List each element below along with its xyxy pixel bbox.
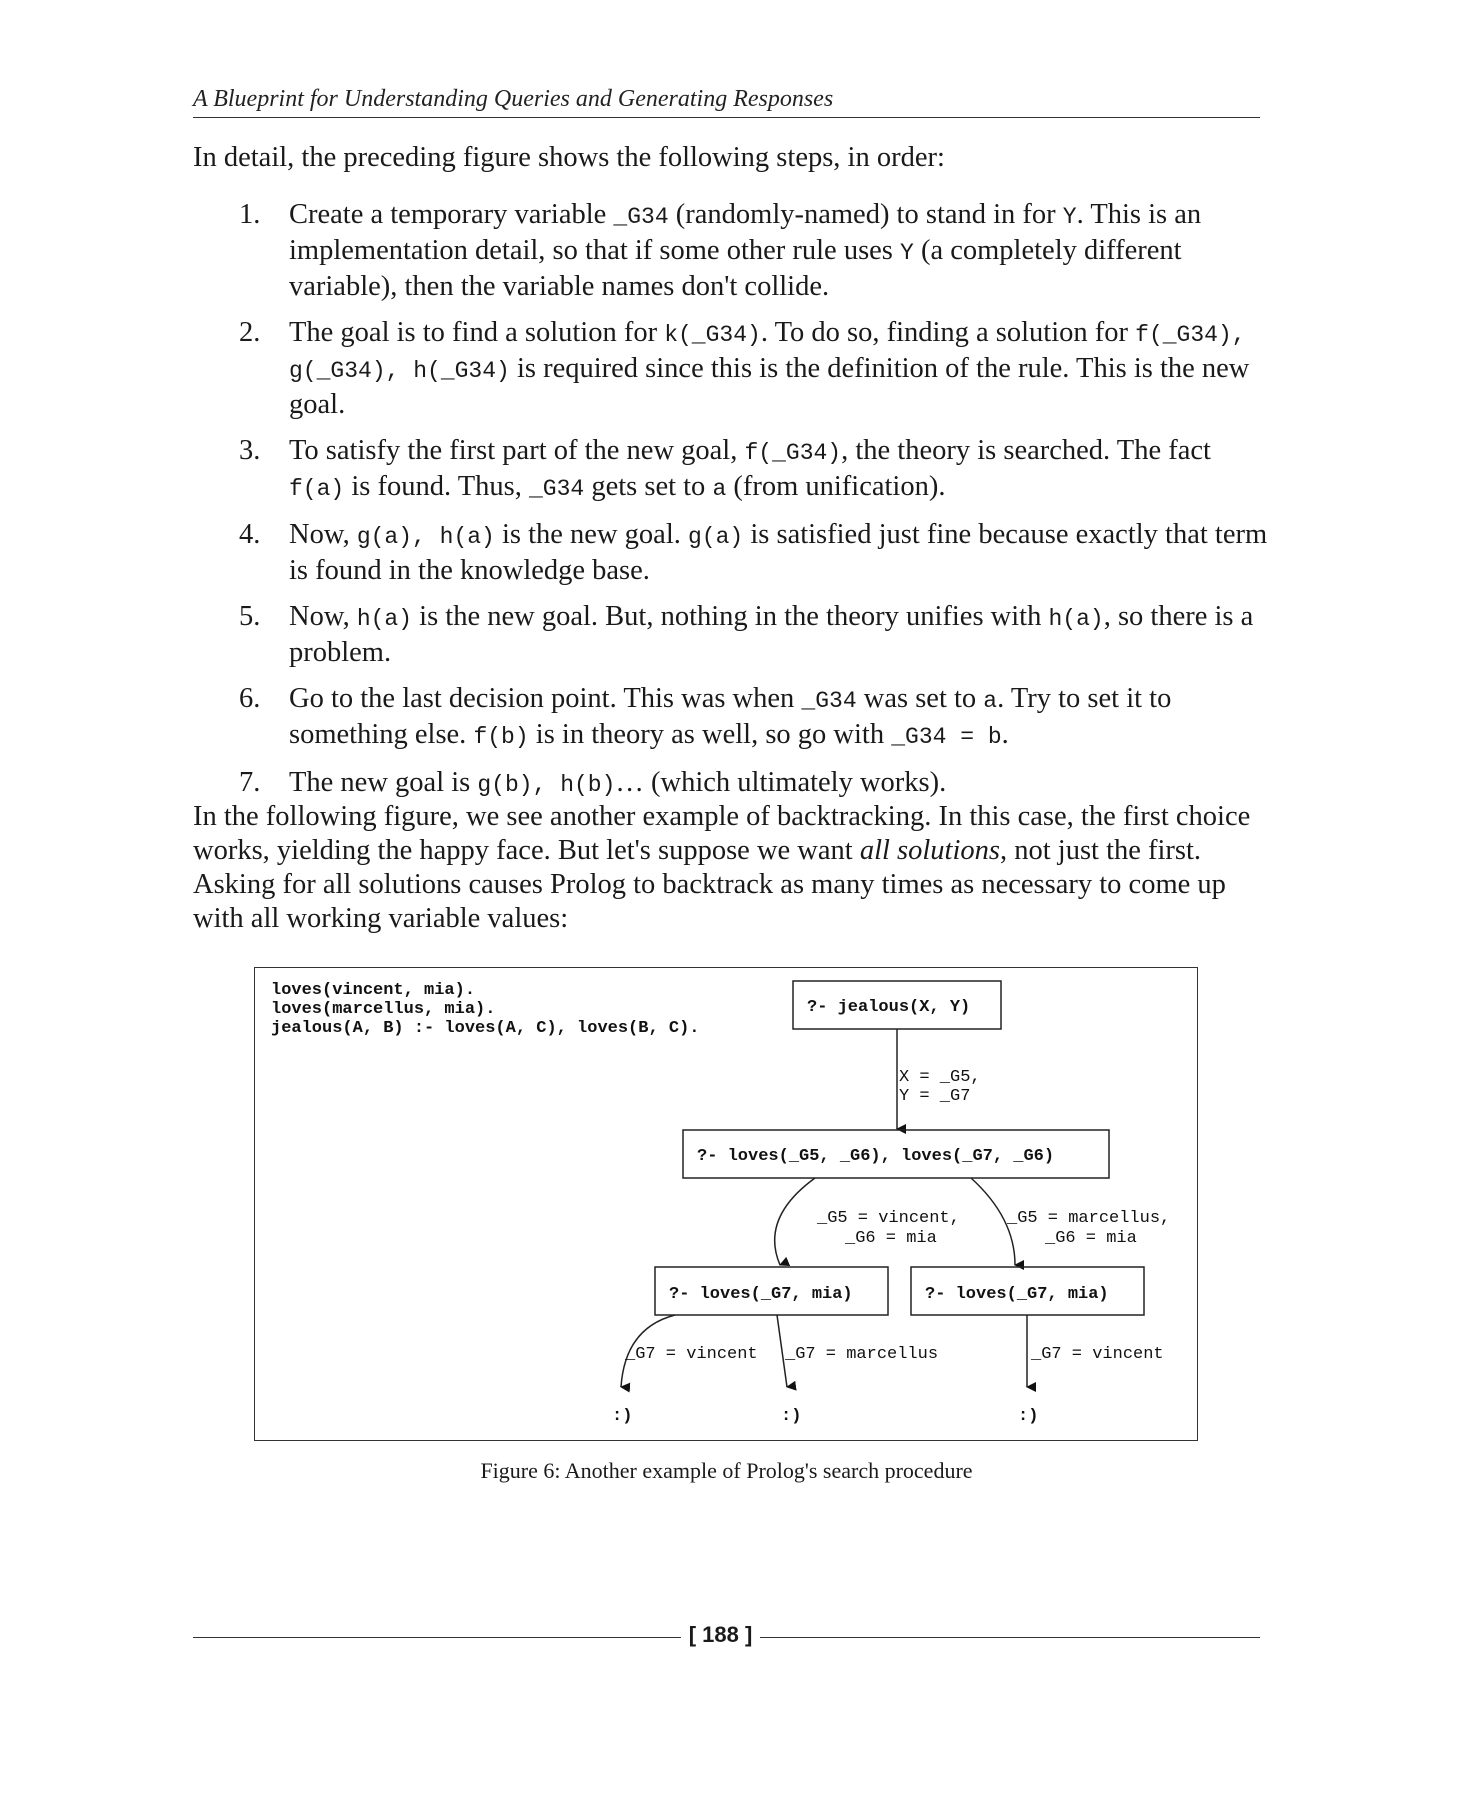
step-text: , the theory is searched. The fact: [841, 435, 1211, 466]
step-text: gets set to: [584, 471, 713, 502]
step-text: is found. Thus,: [344, 471, 529, 502]
edge-left-branch: [775, 1178, 815, 1265]
step-item: [193, 682, 1273, 754]
step-code: h(a): [1048, 606, 1104, 632]
step-text: Go to the last decision point. This was when: [289, 683, 802, 714]
step-code: a: [983, 688, 998, 714]
search-tree-diagram: [255, 968, 1199, 1442]
leaf-label-1: _G7 = vincent: [625, 1345, 758, 1364]
running-head: A Blueprint for Understanding Queries and Generating Responses: [193, 86, 1260, 118]
step-text: (from unification).: [726, 471, 946, 502]
goal3-right-text: ?- loves(_G7, mia): [925, 1285, 1109, 1304]
step-code: Y: [1062, 204, 1077, 230]
step-code: f(_G34), g(_G34), h(_G34): [289, 322, 1246, 384]
footer-rule-left: [193, 1637, 681, 1638]
step-code: _G34: [613, 204, 669, 230]
step-code: Y: [900, 240, 914, 266]
step-code: f(_G34): [744, 440, 842, 466]
smiley-1: :): [612, 1407, 633, 1426]
step-number: 4.: [239, 519, 261, 550]
step-item: [193, 518, 1273, 588]
smiley-3: :): [1018, 1407, 1039, 1426]
step-text: is the new goal. But, nothing in the theory unifies with: [412, 601, 1049, 632]
intro-paragraph: In detail, the preceding figure shows the following steps, in order:: [193, 142, 945, 173]
para2-emphasis: all solutions: [859, 835, 1000, 866]
step-text: The new goal is: [289, 767, 478, 798]
page-number: [ 188 ]: [688, 1622, 753, 1647]
step-text: was set to: [856, 683, 984, 714]
step-code: g(a): [688, 524, 744, 550]
step-text: .: [1001, 719, 1009, 750]
step-text: Now,: [289, 519, 357, 550]
step-text: is the new goal.: [494, 519, 688, 550]
step-text: (a completely different variable), then the variable names don't collide.: [289, 235, 1182, 302]
step-text: . This is an implementation detail, so that if some other rule uses: [289, 199, 1202, 266]
step-number: 7.: [239, 767, 261, 798]
step-number: 3.: [239, 435, 261, 466]
step-code: _G34: [801, 688, 857, 714]
step-item: [193, 316, 1273, 422]
step-item: [193, 766, 1273, 802]
edge1-line1: X = _G5,: [899, 1068, 981, 1087]
edge-left-line1: _G5 = vincent,: [817, 1209, 960, 1228]
edge1-line2: Y = _G7: [899, 1087, 971, 1106]
step-number: 2.: [239, 317, 261, 348]
figure-caption: Figure 6: Another example of Prolog's search procedure: [480, 1458, 973, 1483]
step-code: f(a): [289, 476, 345, 502]
step-code: _G34: [528, 476, 585, 502]
smiley-2: :): [781, 1407, 802, 1426]
step-code: f(b): [473, 724, 529, 750]
step-text: To satisfy the first part of the new goal,: [289, 435, 745, 466]
step-item: [193, 434, 1273, 506]
edge-left-line2: _G6 = mia: [845, 1229, 937, 1248]
step-text: , so there is a problem.: [289, 601, 1254, 668]
step-code: h(a): [356, 606, 413, 632]
leaf-label-2: _G7 = marcellus: [785, 1345, 939, 1364]
step-code: g(a), h(a): [356, 524, 495, 550]
step-code: a: [712, 476, 727, 502]
step-code: _G34 = b: [891, 724, 1002, 750]
leaf-label-3: _G7 = vincent: [1031, 1345, 1164, 1364]
steps-list: [193, 198, 1273, 814]
step-code: k(_G34): [664, 322, 761, 348]
fact-line-1: loves(vincent, mia).: [271, 981, 476, 1000]
step-text: is satisfied just fine because exactly that term is found in the knowledge base.: [289, 519, 1268, 586]
step-code: g(b), h(b): [477, 772, 616, 798]
step-number: 6.: [239, 683, 261, 714]
step-text: . To do so, finding a solution for: [760, 317, 1136, 348]
step-text: Now,: [289, 601, 357, 632]
fact-line-2: loves(marcellus, mia).: [271, 1000, 496, 1019]
goal3-left-text: ?- loves(_G7, mia): [669, 1285, 853, 1304]
para2-before: In the following figure, we see another example of backtracking. In this case, the first choice works, yielding the happy face. But let's suppose we want: [193, 801, 1251, 866]
step-number: 5.: [239, 601, 261, 632]
step-text: is required since this is the definition of the rule. This is the new goal.: [289, 353, 1250, 420]
edge-right-line1: _G5 = marcellus,: [1007, 1209, 1171, 1228]
step-item: [193, 198, 1273, 304]
step-text: The goal is to find a solution for: [289, 317, 665, 348]
edge-right-line2: _G6 = mia: [1045, 1229, 1137, 1248]
backtracking-paragraph: [193, 800, 1260, 936]
para2-after: , not just the first. Asking for all solutions causes Prolog to backtrack as many times as necessary to come up with all working variable values:: [193, 835, 1226, 934]
search-tree-figure: [254, 967, 1198, 1441]
step-text: Create a temporary variable: [289, 199, 614, 230]
footer-rule-right: [760, 1637, 1260, 1638]
step-text: . Try to set it to something else.: [289, 683, 1172, 750]
query-text: ?- jealous(X, Y): [807, 998, 971, 1017]
page-footer: [193, 1622, 1260, 1652]
fact-line-3: jealous(A, B) :- loves(A, C), loves(B, C).: [271, 1019, 700, 1038]
goal2-text: ?- loves(_G5, _G6), loves(_G7, _G6): [697, 1147, 1055, 1166]
step-text: is in theory as well, so go with: [528, 719, 892, 750]
step-item: [193, 600, 1273, 670]
step-text: (randomly-named) to stand in for: [668, 199, 1063, 230]
step-number: 1.: [239, 199, 261, 230]
step-text: … (which ultimately works).: [615, 767, 947, 798]
